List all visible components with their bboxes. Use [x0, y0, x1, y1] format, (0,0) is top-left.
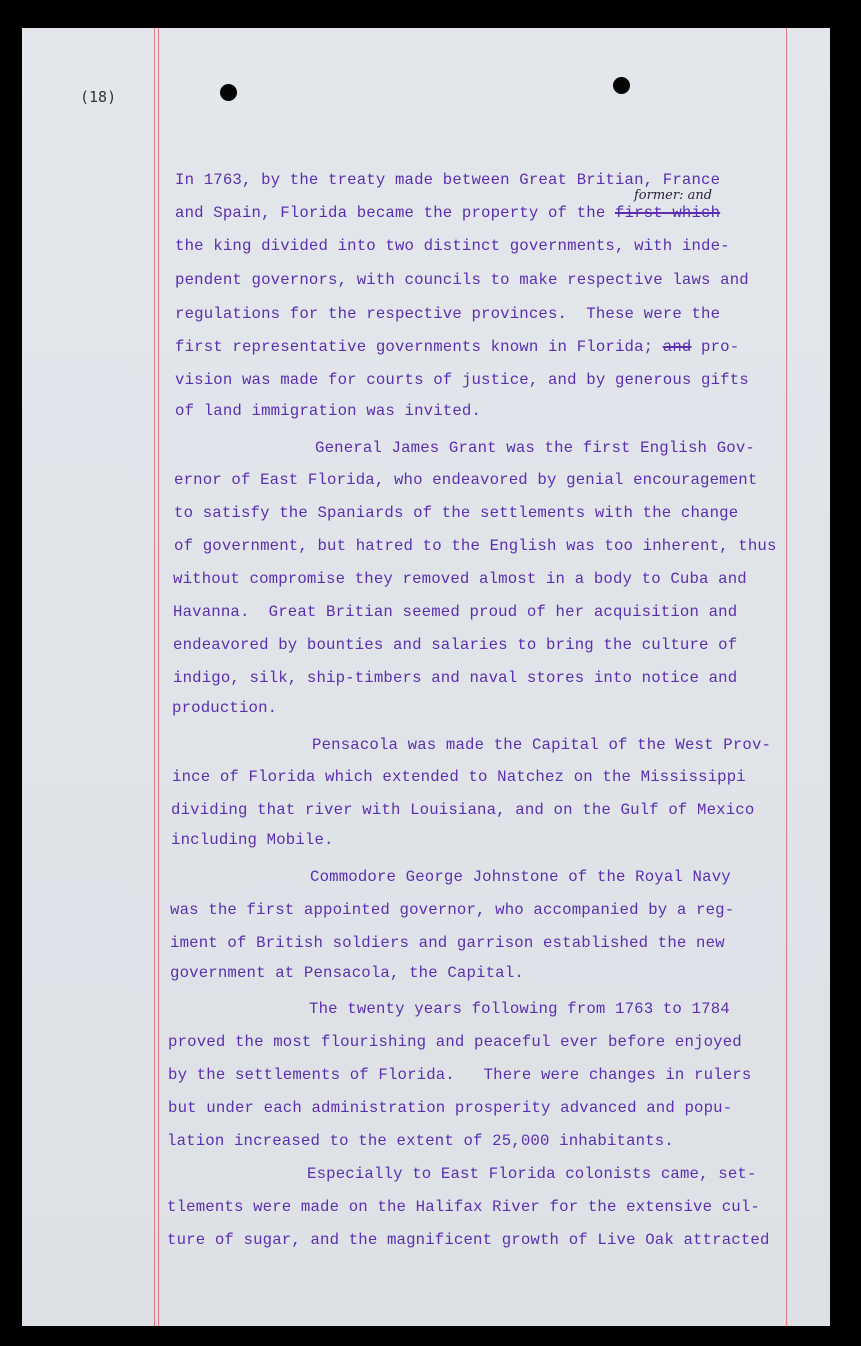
text-line: government at Pensacola, the Capital. — [170, 964, 524, 982]
text-line: tlements were made on the Halifax River for the extensive cul- — [167, 1198, 760, 1216]
text-line: was the first appointed governor, who accompanied by a reg- — [170, 901, 735, 919]
text-line: dividing that river with Louisiana, and on the Gulf of Mexico — [171, 801, 755, 819]
text-line: The twenty years following from 1763 to 1784 — [309, 1000, 730, 1018]
text-line: Commodore George Johnstone of the Royal Navy — [310, 868, 731, 886]
text-line: Pensacola was made the Capital of the West Prov- — [312, 736, 772, 754]
text-line: In 1763, by the treaty made between Great Britian, France — [175, 171, 721, 189]
text-line: of land immigration was invited. — [175, 402, 482, 420]
typed-text — [22, 28, 830, 1326]
text-line: ernor of East Florida, who endeavored by genial encouragement — [174, 471, 758, 489]
text-line: the king divided into two distinct governments, with inde- — [175, 237, 730, 255]
text-line: pendent governors, with councils to make respective laws and — [175, 271, 749, 289]
text-segment: and Spain, Florida became the property of the — [175, 204, 615, 222]
text-line: of government, but hatred to the English was too inherent, thus — [174, 537, 777, 555]
text-line: lation increased to the extent of 25,000 inhabitants. — [167, 1132, 674, 1150]
text-line: Havanna. Great Britian seemed proud of her acquisition and — [173, 603, 738, 621]
text-line: to satisfy the Spaniards of the settlements with the change — [174, 504, 739, 522]
struck-text: and — [662, 338, 692, 356]
text-line: by the settlements of Florida. There were changes in rulers — [168, 1066, 752, 1084]
text-line: ture of sugar, and the magnificent growth of Live Oak attracted — [167, 1231, 770, 1249]
text-line: without compromise they removed almost in a body to Cuba and — [173, 570, 747, 588]
text-line: ince of Florida which extended to Natchez on the Mississippi — [172, 768, 746, 786]
page-number: (18) — [80, 88, 117, 106]
text-line: indigo, silk, ship-timbers and naval stores into notice and — [173, 669, 738, 687]
text-line: Especially to East Florida colonists came, set- — [307, 1165, 757, 1183]
text-line — [175, 204, 720, 222]
text-line: production. — [172, 699, 278, 717]
text-segment: pro- — [691, 338, 740, 356]
text-segment: first representative governments known in Florida; — [175, 338, 663, 356]
text-line: proved the most flourishing and peaceful ever before enjoyed — [168, 1033, 742, 1051]
text-line: but under each administration prosperity advanced and popu- — [168, 1099, 733, 1117]
text-line: endeavored by bounties and salaries to bring the culture of — [173, 636, 738, 654]
document-page — [22, 28, 830, 1326]
text-line: iment of British soldiers and garrison established the new — [170, 934, 725, 952]
handwritten-insertion: former: and — [634, 188, 713, 203]
text-line — [175, 338, 739, 356]
text-line: General James Grant was the first English Gov- — [315, 439, 755, 457]
text-line: regulations for the respective provinces. These were the — [175, 305, 721, 323]
text-line: vision was made for courts of justice, and by generous gifts — [175, 371, 749, 389]
struck-text: first which — [614, 204, 721, 222]
text-line: including Mobile. — [171, 831, 334, 849]
